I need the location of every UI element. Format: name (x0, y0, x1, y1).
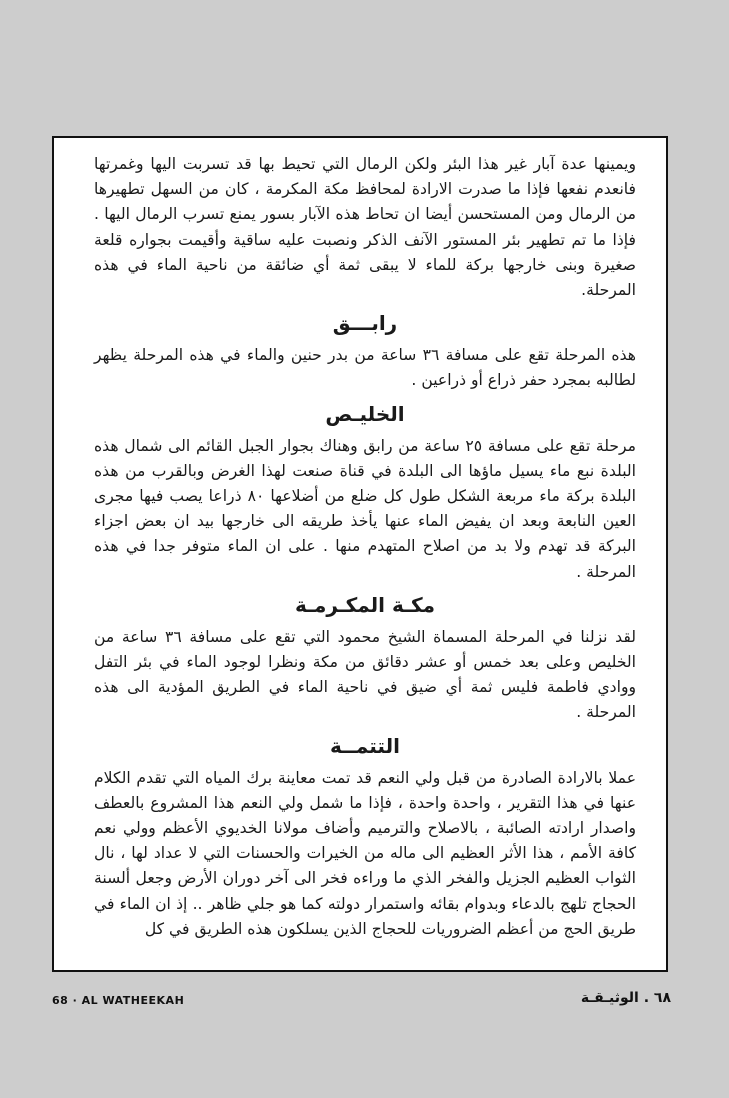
paragraph-rabigh: هذه المرحلة تقع على مسافة ٣٦ ساعة من بدر حنين والماء في هذه المرحلة يظهر لطالبه بمجرد حفر ذراع أو ذراعين . (94, 346, 636, 390)
heading-makkah: مكـة المكـرمـة (295, 592, 435, 617)
heading-khulais: الخليـص (325, 401, 405, 426)
footer-page-number-arabic: ٦٨ . الوثيـقـة (580, 990, 671, 1006)
heading-rabigh: رابـــق (332, 311, 398, 336)
footer-page-number-latin: 68 · AL WATHEEKAH (52, 994, 185, 1007)
heading-conclusion: التتمــة (330, 733, 400, 758)
paragraph-makkah: لقد نزلنا في المرحلة المسماة الشيخ محمود التي تقع على مسافة ٣٦ ساعة من الخليص وعلى بعد خمس أو عشر دقائق من مكة ونظرا لوجود الماء في بئر التفل ووادي فاطمة فليس ثمة أي ضيق في ناحية الماء في الطريق المؤدية الى هذه المرحلة . (94, 627, 636, 722)
paragraph-khulais: مرحلة تقع على مسافة ٢٥ ساعة من رابق وهناك بجوار الجبل القائم الى شمال هذه البلدة نبع ماء يسيل ماؤها الى البلدة في قناة صنعت لهذا الغرض وبالقرب من هذه البلدة بركة ماء مربعة الشكل طول كل ضلع من أضلاعها ٨٠ ذراعا يصب فيها مجرى العين النابعة وبعد ان يفيض الماء عنها يأخذ طريقه الى خارجها بيد ان بعض اجزاء البركة قد تهدم ولا بد من اصلاح المتهدم منها . على ان الماء متوفر جدا في هذه المرحلة . (94, 436, 636, 581)
paragraph-conclusion: عملا بالارادة الصادرة من قبل ولي النعم قد تمت معاينة برك المياه التي تقدم الكلام عنها في هذا التقرير ، واحدة واحدة ، فإذا ما شمل ولي النعم هذا المشروع بالعطف واصدار ارادته الصائبة ، بالاصلاح والترميم وأضاف مولانا الخديوي الأعظم وولي نعم كافة الأمم ، هذا الأثر العظيم الى ماله من الخيرات والحسنات التي لا عداد لها ، نال الثواب العظيم الجزيل والفخر الذي ما وراءه فخر الى آخر دوران الأرض وجعل ألسنة الحجاج تلهج بالدعاء وبدوام بقائه واستمرار دولته كما هو جلي ظاهر .. إذ ان الماء في طريق الحج من أعظم الضروريات للحجاج الذين يسلكون هذه الطريق في كل (94, 768, 636, 938)
article-text-box (52, 136, 668, 972)
paragraph-wells: ويمينها عدة آبار غير هذا البئر ولكن الرمال التي تحيط بها قد تسربت اليها وغمرتها فانعدم نفعها فإذا ما صدرت الارادة لمحافظ مكة المكرمة ، كان من السهل تطهيرها من الرمال ومن المستحسن أيضا ان تحاط هذه الآبار بسور يمنع تسرب الرمال اليها . فإذا ما تم تطهير بئر المستور الآنف الذكر ونصبت عليه ساقية وأقيمت بجواره قلعة صغيرة وبنى خارجها بركة للماء لا يبقى ثمة أي ضائقة من ناحية الماء في هذه المرحلة. (94, 155, 636, 300)
